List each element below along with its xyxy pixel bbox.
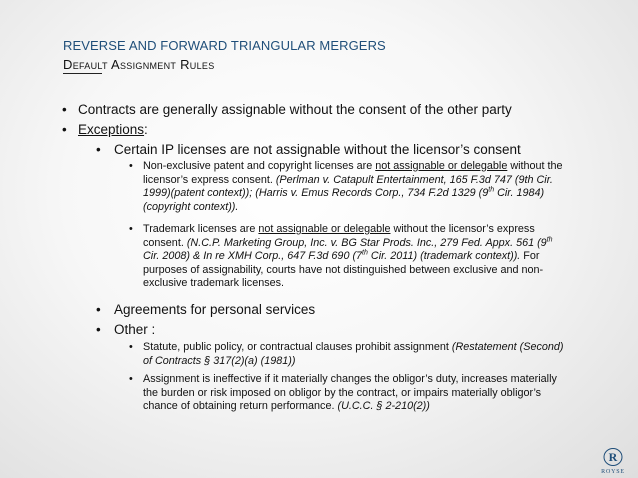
slide-title: REVERSE AND FORWARD TRIANGULAR MERGERS bbox=[63, 38, 386, 53]
bullet-exceptions: • Exceptions: bbox=[62, 122, 148, 137]
bullet-personal-services bbox=[96, 301, 626, 318]
bullet-text: Contracts are generally assignable without the consent of the other party bbox=[78, 102, 512, 117]
bullet-glyph: • bbox=[129, 341, 133, 353]
bullet-glyph: • bbox=[129, 223, 133, 235]
bullet-glyph: • bbox=[96, 302, 101, 317]
royse-logo bbox=[594, 447, 632, 475]
bullet-text: Certain IP licenses are not assignable without the licensor’s consent bbox=[114, 142, 521, 157]
exceptions-label: Exceptions bbox=[78, 122, 145, 137]
logo-text: ROYSE bbox=[601, 469, 625, 475]
bullet-text: Other : bbox=[114, 322, 156, 337]
bullet-ip-licenses bbox=[96, 141, 626, 158]
bullet-assignment-ineffective: • Assignment is ineffective if it materially changes the obligor’s duty, increases materially the burden or risk imposed on obligor by the contract, or impairs materially obligor’s chance of obtaining return performance. (U.C.C. § 2-210(2)) bbox=[129, 373, 557, 413]
bullet-glyph: • bbox=[129, 160, 133, 172]
bullet-glyph: • bbox=[96, 322, 101, 337]
bullet-patent-copyright: • Non-exclusive patent and copyright licenses are not assignable or delegable without the licensor’s express consent. (Perlman v. Catapult Entertainment, 165 F.3d 747 (9th Cir. 1999)(patent context)); (Harris v. Emus Records Corp., 734 F.2d 1329 (9th Cir. 1984)(copyright context)). bbox=[129, 160, 563, 213]
slide-subtitle: Default Assignment Rules bbox=[63, 57, 215, 72]
bullet-trademark: • Trademark licenses are not assignable or delegable without the licensor’s express consent. (N.C.P. Marketing Group, Inc. v. BG Star Prods. Inc., 279 Fed. Appx. 561 (9th Cir. 2008) & In re XMH Corp., 647 F.3d 690 (7th Cir. 2011) (trademark context)). For purposes of assignability, courts have not distinguished between exclusive and non-exclusive trademark licenses. bbox=[129, 223, 553, 290]
bullet-glyph: • bbox=[129, 373, 133, 385]
bullet-text: Agreements for personal services bbox=[114, 302, 316, 317]
logo-letter: R bbox=[608, 450, 618, 464]
subtitle-underline bbox=[63, 73, 102, 74]
bullet-general-rule bbox=[62, 101, 622, 118]
bullet-glyph: • bbox=[62, 122, 67, 137]
bullet-other bbox=[96, 321, 626, 338]
bullet-glyph: • bbox=[96, 142, 101, 157]
bullet-glyph: • bbox=[62, 102, 67, 117]
bullet-statute: • Statute, public policy, or contractual clauses prohibit assignment (Restatement (Second) of Contracts § 317(2)(a) (1981)) bbox=[129, 341, 564, 367]
